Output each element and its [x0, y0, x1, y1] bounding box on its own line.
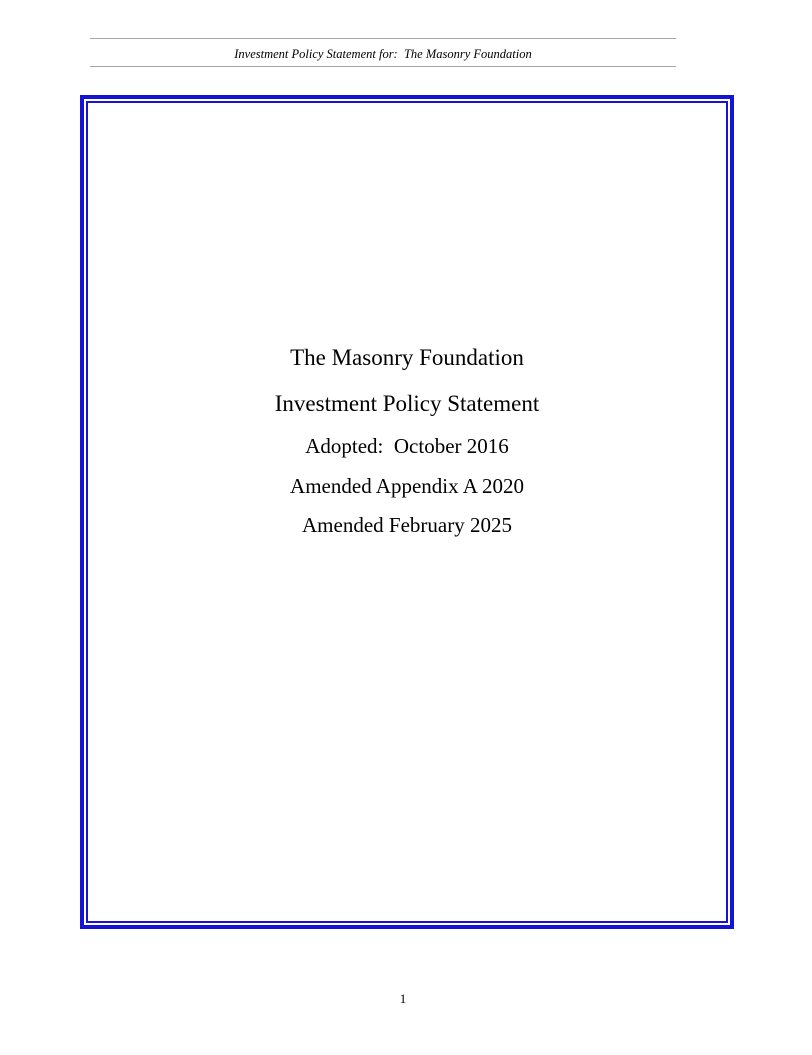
- adopted-date: Adopted: October 2016: [305, 434, 509, 458]
- organization-name: The Masonry Foundation: [290, 345, 524, 370]
- header-rule-top: [90, 38, 676, 39]
- amendment-appendix-a: Amended Appendix A 2020: [290, 474, 524, 498]
- running-header: Investment Policy Statement for: The Masonry Foundation: [234, 47, 532, 61]
- page-number: 1: [399, 991, 407, 1006]
- header-rule-bottom: [90, 66, 676, 67]
- amendment-february: Amended February 2025: [302, 513, 512, 537]
- document-title: Investment Policy Statement: [274, 391, 540, 416]
